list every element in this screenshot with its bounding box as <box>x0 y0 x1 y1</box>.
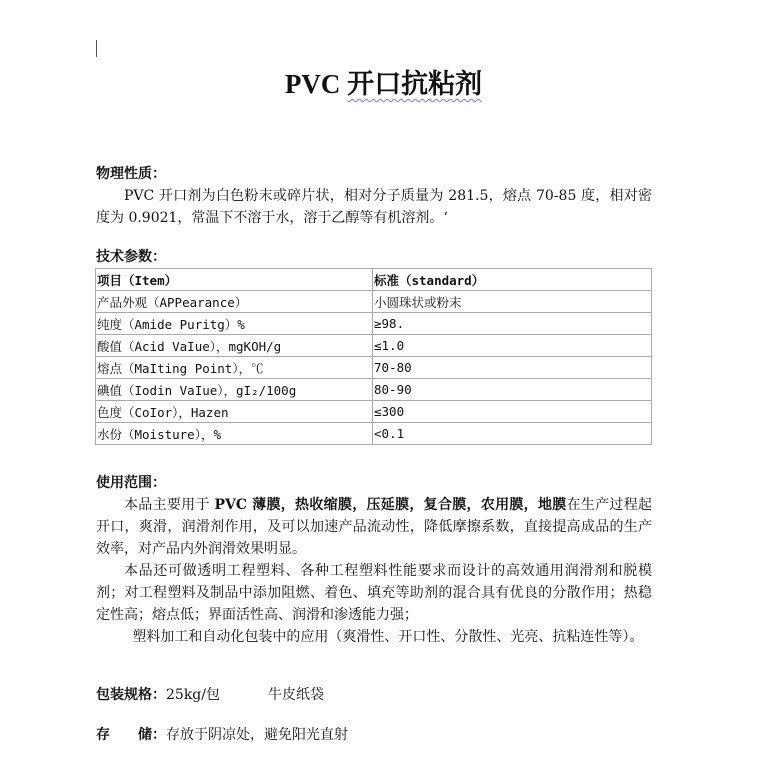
row-item: 色度（CoIor），Hazen <box>96 401 373 423</box>
header-item: 项目（Item） <box>96 269 373 291</box>
document-title <box>0 62 767 101</box>
usage-paragraph-3: 塑料加工和自动化包装中的应用（爽滑性、开口性、分散性、光亮、抗粘连性等）。 <box>132 629 644 645</box>
row-value: <0.1 <box>373 423 652 445</box>
usage-p1-lead: 本品主要用于 <box>124 497 215 513</box>
text-cursor <box>96 40 97 57</box>
packing-line <box>96 684 324 704</box>
table-row <box>96 313 652 335</box>
storage-label: 存 储： <box>96 727 166 743</box>
title-latin: PVC <box>284 69 341 99</box>
header-standard: 标准（standard） <box>373 269 652 291</box>
title-chinese: 开口抗粘剂 <box>347 69 483 99</box>
row-item: 产品外观（APPearance） <box>96 291 373 313</box>
usage-p1-bold: PVC 薄膜，热收缩膜，压延膜，复合膜，农用膜，地膜 <box>214 497 567 513</box>
physical-body: PVC 开口剂为白色粉末或碎片状，相对分子质量为 281.5，熔点 70-85 度，相对密度为 0.9021，常温下不溶于水，溶于乙醇等有机溶剂。‘ <box>96 188 652 226</box>
row-value: ≤1.0 <box>373 335 652 357</box>
table-row <box>96 357 652 379</box>
row-item: 熔点（MaIting Point），℃ <box>96 357 373 379</box>
usage-paragraph-2: 本品还可做透明工程塑料、各种工程塑料性能要求而设计的高效通用润滑剂和脱模剂；对工程塑料及制品中添加阻燃、着色、填充等助剂的混合具有优良的分散作用；热稳定性高；熔点低；界面活性高、润滑和渗透能力强； <box>96 563 652 623</box>
table-row <box>96 401 652 423</box>
table-row <box>96 335 652 357</box>
row-item: 酸值（Acid VaIue），mgKOH/g <box>96 335 373 357</box>
table-row <box>96 379 652 401</box>
tech-heading-text: 技术参数： <box>96 249 166 265</box>
table-row <box>96 291 652 313</box>
row-item: 纯度（Amide Puritg）% <box>96 313 373 335</box>
usage-heading: 使用范围： <box>96 475 166 491</box>
storage-line <box>96 724 348 744</box>
tech-heading <box>96 246 652 268</box>
physical-heading: 物理性质： <box>96 166 166 182</box>
row-item: 水份（Moisture），% <box>96 423 373 445</box>
row-value: ≥98. <box>373 313 652 335</box>
packing-material: 牛皮纸袋 <box>267 687 324 703</box>
usage-section <box>96 472 652 648</box>
packing-label: 包装规格： <box>96 687 166 703</box>
row-value: 80-90 <box>373 379 652 401</box>
spec-table <box>95 268 652 445</box>
row-item: 碘值（Iodin VaIue），gI₂/100g <box>96 379 373 401</box>
packing-weight: 25kg/包 <box>166 687 220 703</box>
row-value: 小圆珠状或粉末 <box>373 291 652 313</box>
row-value: ≤300 <box>373 401 652 423</box>
table-row <box>96 423 652 445</box>
row-value: 70-80 <box>373 357 652 379</box>
table-header-row <box>96 269 652 291</box>
physical-section <box>96 163 652 229</box>
usage-paragraph-1 <box>96 494 652 560</box>
storage-text: 存放于阴凉处，避免阳光直射 <box>166 727 348 743</box>
usage-p1-rest: 在生产过程起开口，爽滑，润滑剂作用，及可以加速产品流动性，降低摩擦系数，直接提高成品的生产效率，对产品内外润滑效果明显。 <box>96 497 653 557</box>
